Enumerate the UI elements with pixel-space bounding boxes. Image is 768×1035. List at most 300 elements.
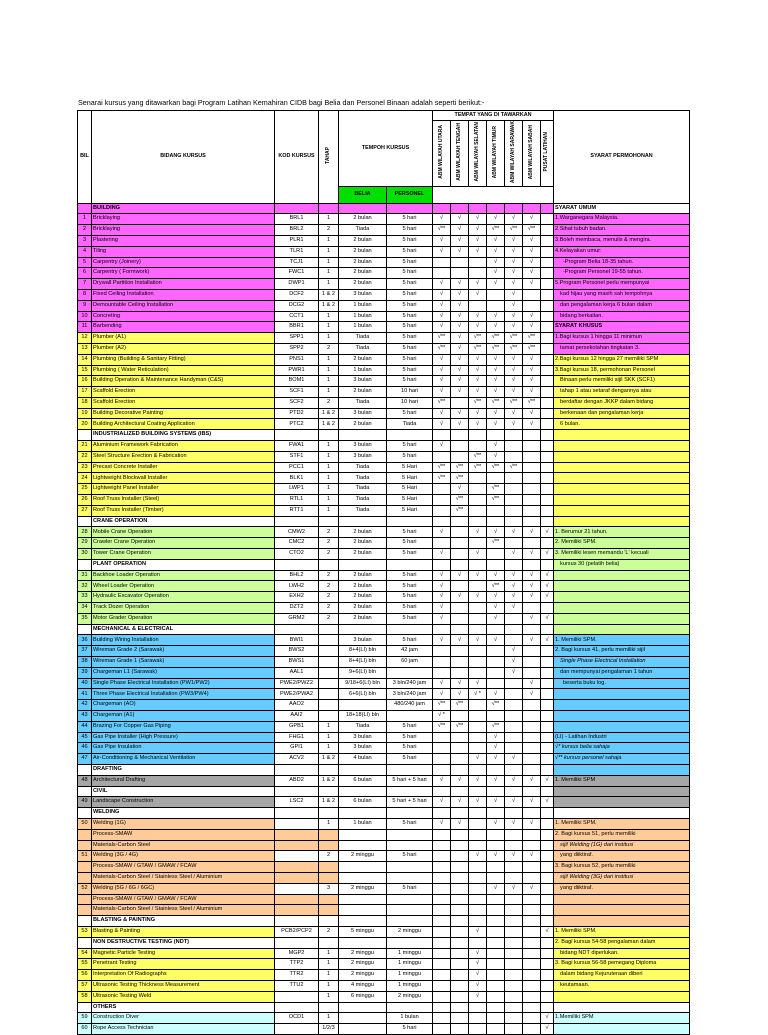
tahap-cell: 1 [319,721,339,732]
course-name: Building Wiring Installation [92,635,275,646]
location-cell [433,840,451,851]
course-name: Scaffold Erection [92,387,275,398]
location-cell [523,1002,541,1013]
location-cell: √ [541,775,554,786]
tahap-cell [319,635,339,646]
location-cell [487,430,505,441]
tahap-cell: 1 [319,959,339,970]
location-cell [451,203,469,214]
location-cell: √ [469,365,487,376]
col-syarat: SYARAT PERMOHONAN [554,111,690,204]
belia-cell: 3 bulan [339,289,387,300]
bil-cell: 49 [78,797,92,808]
location-cell: √ [433,613,451,624]
table-row [78,451,690,462]
tahap-cell [319,689,339,700]
location-cell: √ [505,214,523,225]
belia-cell: Tiada [339,505,387,516]
location-cell [505,732,523,743]
bil-cell: 2 [78,225,92,236]
personel-cell [387,916,433,927]
location-cell [487,1002,505,1013]
table-row [78,376,690,387]
personel-cell [387,872,433,883]
location-cell [487,872,505,883]
personel-cell: 10 hari [387,387,433,398]
location-cell: √ [487,754,505,765]
location-cell [541,764,554,775]
table-body [78,203,690,1034]
belia-cell [339,916,387,927]
location-cell [487,505,505,516]
location-cell [487,808,505,819]
kod-cell [275,916,319,927]
kod-cell: DCG2 [275,300,319,311]
location-cell [451,603,469,614]
location-cell [541,1002,554,1013]
bil-cell [78,937,92,948]
bil-cell: 46 [78,743,92,754]
location-cell [541,354,554,365]
section-title: NON DESTRUCTIVE TESTING (NDT) [92,937,275,948]
location-cell: √ [433,300,451,311]
col-personel: PERSONEL [387,186,433,203]
course-name: Welding (1G) [92,818,275,829]
table-row [78,581,690,592]
belia-cell [339,1002,387,1013]
location-cell [505,516,523,527]
location-cell: √** [469,333,487,344]
belia-cell: 6 bulan [339,775,387,786]
table-row [78,1013,690,1024]
course-name: Construction Diver [92,1013,275,1024]
location-cell [487,516,505,527]
kod-cell [275,991,319,1002]
col-tempat: TEMPAT YANG DI TAWARKAN [433,111,554,121]
course-name: Welding (3G / 4G) [92,851,275,862]
location-cell: √ [469,775,487,786]
location-cell [451,862,469,873]
personel-cell: 5 hari [387,376,433,387]
location-cell: √ [505,754,523,765]
bil-cell [78,1002,92,1013]
personel-cell: 5 hari + 5 hari [387,775,433,786]
location-cell [541,246,554,257]
table-row [78,333,690,344]
location-cell: √ [469,279,487,290]
location-cell: √ [541,926,554,937]
section-title: CRANE OPERATION [92,516,275,527]
bil-cell: 15 [78,365,92,376]
location-cell [541,700,554,711]
personel-cell: 5 hari [387,613,433,624]
location-cell [523,959,541,970]
personel-cell [387,203,433,214]
location-cell [469,1024,487,1035]
location-cell [505,905,523,916]
belia-cell: 1 bulan [339,365,387,376]
tahap-cell: 1 [319,743,339,754]
kod-cell: CMW2 [275,527,319,538]
kod-cell: STF1 [275,451,319,462]
location-cell: √ [505,311,523,322]
location-cell: √ [451,635,469,646]
table-row [78,343,690,354]
tahap-cell: 1 [319,322,339,333]
syarat-cell [554,603,690,614]
location-cell: √ [469,851,487,862]
personel-cell: 2 minggu [387,991,433,1002]
location-cell [469,829,487,840]
location-cell [433,829,451,840]
location-cell [433,538,451,549]
location-cell [523,829,541,840]
location-cell: √** [487,538,505,549]
location-cell [505,764,523,775]
location-cell [541,905,554,916]
location-cell [433,894,451,905]
personel-cell [387,516,433,527]
syarat-cell [554,570,690,581]
location-cell [451,991,469,1002]
kod-cell [275,905,319,916]
table-row [78,646,690,657]
kod-cell [275,1024,319,1035]
location-cell [505,505,523,516]
kod-cell: TLR1 [275,246,319,257]
location-cell: √ [451,387,469,398]
course-name: Three Phase Electrical Installation (PW3/PW4) [92,689,275,700]
tahap-cell: 1 [319,473,339,484]
location-cell [505,689,523,700]
location-cell [541,203,554,214]
location-cell [541,387,554,398]
location-cell: √** [433,343,451,354]
location-cell [505,538,523,549]
location-cell [541,603,554,614]
belia-cell: Tiada [339,333,387,344]
syarat-cell: tamat persekolahan tingkatan 3. [554,343,690,354]
location-cell: √** [433,397,451,408]
location-cell: √ [433,376,451,387]
location-cell [541,678,554,689]
course-subdetail: Process-SMAW / GTAW / GMAW / FCAW [92,894,275,905]
location-cell: √** [451,495,469,506]
location-cell [433,451,451,462]
location-cell [451,451,469,462]
tahap-cell: 1 & 2 [319,289,339,300]
belia-cell: 2 minggu [339,851,387,862]
table-row [78,570,690,581]
syarat-cell [554,624,690,635]
location-cell [433,948,451,959]
location-cell: √** [469,343,487,354]
kod-cell [275,883,319,894]
syarat-cell: 6 bulan. [554,419,690,430]
personel-cell: 5 hari [387,343,433,354]
belia-cell [339,764,387,775]
tahap-cell: 2 [319,851,339,862]
belia-cell: Tiada [339,462,387,473]
location-cell [487,862,505,873]
kod-cell: MGP2 [275,948,319,959]
tahap-cell [319,711,339,722]
location-cell: √ [505,581,523,592]
location-cell: √ [433,797,451,808]
location-cell: √ [451,775,469,786]
location-cell: √** [487,700,505,711]
personel-cell: 5 hari [387,300,433,311]
bil-cell [78,516,92,527]
location-cell [523,754,541,765]
col-tahap: TAHAP [319,111,339,204]
belia-cell: Tiada [339,397,387,408]
kod-cell: DWP1 [275,279,319,290]
belia-cell [339,700,387,711]
course-name: Precast Concrete Installer [92,462,275,473]
syarat-cell: 5.Program Personel perlu mempunyai [554,279,690,290]
location-cell [451,754,469,765]
kod-cell: BLK1 [275,473,319,484]
belia-cell: 6 minggu [339,991,387,1002]
personel-cell [387,894,433,905]
belia-cell: 2 minggu [339,948,387,959]
personel-cell: 5 hari [387,354,433,365]
location-cell [433,516,451,527]
personel-cell: 5 Hari [387,505,433,516]
personel-cell: 5 hari [387,311,433,322]
belia-cell [339,516,387,527]
bil-cell: 45 [78,732,92,743]
location-cell: √ [469,980,487,991]
course-name: Plumber (A2) [92,343,275,354]
table-row [78,743,690,754]
bil-cell: 18 [78,397,92,408]
kod-cell: BRL1 [275,214,319,225]
location-cell [523,970,541,981]
location-cell [523,764,541,775]
syarat-cell [554,916,690,927]
kod-cell: DZT2 [275,603,319,614]
col-belia: BELIA [339,186,387,203]
location-cell [523,441,541,452]
location-cell [541,462,554,473]
location-cell [541,268,554,279]
location-cell [541,376,554,387]
location-cell: √ [487,268,505,279]
location-cell [451,764,469,775]
location-cell: √ [451,484,469,495]
course-name: Steel Structure Erection & Fabrication [92,451,275,462]
table-row [78,689,690,700]
course-name: Landscape Construction [92,797,275,808]
table-row [78,300,690,311]
kod-cell: BWS1 [275,657,319,668]
location-cell: √ [487,246,505,257]
bil-cell: 23 [78,462,92,473]
location-cell [487,926,505,937]
location-cell [433,1013,451,1024]
location-cell [541,646,554,657]
location-cell [469,581,487,592]
bil-cell: 29 [78,538,92,549]
location-cell: √ [505,657,523,668]
location-cell [505,786,523,797]
location-cell [523,711,541,722]
location-cell: √ [469,926,487,937]
belia-cell: 2 bulan [339,419,387,430]
location-cell: √** [487,397,505,408]
location-cell [505,959,523,970]
belia-cell: 2 minggu [339,883,387,894]
belia-cell: 2 bulan [339,268,387,279]
location-cell [451,581,469,592]
col-loc-spacer [433,186,554,203]
location-cell [433,203,451,214]
syarat-cell [554,495,690,506]
location-cell [541,786,554,797]
location-cell [451,1002,469,1013]
location-cell [541,311,554,322]
location-cell [487,829,505,840]
syarat-cell: 3.Bagi kursus 18, permohonan Personel [554,365,690,376]
kod-cell: TTU2 [275,980,319,991]
bil-cell [78,764,92,775]
bil-cell [78,872,92,883]
syarat-cell: (LI) - Latihan Industri [554,732,690,743]
tahap-cell [319,764,339,775]
location-cell: √ [505,818,523,829]
belia-cell [339,840,387,851]
syarat-cell: berdaftar dengan JKKP dalam bidang [554,397,690,408]
kod-cell: ABD2 [275,775,319,786]
personel-cell [387,829,433,840]
location-cell [451,538,469,549]
table-row [78,289,690,300]
location-cell: √ [523,635,541,646]
personel-cell: 5 hari [387,721,433,732]
location-cell [523,646,541,657]
kod-cell: TCJ1 [275,257,319,268]
location-cell [469,840,487,851]
location-cell: √ [451,354,469,365]
bil-cell: 16 [78,376,92,387]
location-cell [541,829,554,840]
course-name: Drywall Partition Installation [92,279,275,290]
location-cell: √ [505,300,523,311]
syarat-cell [554,505,690,516]
section-row [78,916,690,927]
location-cell: √ [523,235,541,246]
syarat-cell [554,473,690,484]
location-cell: √ [523,613,541,624]
personel-cell: 10 hari [387,397,433,408]
col-loc: ABM WILAYAH UTARA [433,121,451,187]
location-cell [451,257,469,268]
location-cell: √ [469,419,487,430]
location-cell [505,991,523,1002]
location-cell [469,1013,487,1024]
personel-cell: 5 hari [387,603,433,614]
location-cell [469,916,487,927]
belia-cell: 2 bulan [339,354,387,365]
location-cell [433,959,451,970]
course-name: Building Architectural Coating Application [92,419,275,430]
kod-cell: LSC2 [275,797,319,808]
location-cell: √ [433,419,451,430]
location-cell: √ [451,289,469,300]
location-cell: √** [523,333,541,344]
kod-cell: GRM2 [275,613,319,624]
location-cell [433,559,451,570]
kod-cell [275,786,319,797]
syarat-cell [554,808,690,819]
table-row [78,397,690,408]
location-cell [433,970,451,981]
bil-cell: 38 [78,657,92,668]
table-row [78,1024,690,1035]
tahap-cell: 1 [319,991,339,1002]
location-cell: √ [505,797,523,808]
personel-cell: 5 hari [387,268,433,279]
location-cell: √ [523,549,541,560]
location-cell [433,1002,451,1013]
location-cell: √ [523,592,541,603]
location-cell [505,624,523,635]
location-cell: √ [469,246,487,257]
belia-cell [339,559,387,570]
location-cell: √ [487,441,505,452]
location-cell [451,786,469,797]
location-cell [469,894,487,905]
syarat-cell [554,786,690,797]
location-cell [469,257,487,268]
location-cell: √ [487,214,505,225]
location-cell [541,732,554,743]
syarat-cell [554,441,690,452]
location-cell [451,646,469,657]
location-cell [505,926,523,937]
location-cell [487,559,505,570]
syarat-cell: keutamaan. [554,980,690,991]
tahap-cell: 1 [319,246,339,257]
location-cell [487,300,505,311]
bil-cell: 4 [78,246,92,257]
tahap-cell: 1 & 2 [319,408,339,419]
location-cell [469,441,487,452]
location-cell [487,1013,505,1024]
location-cell [469,300,487,311]
location-cell: √ [487,408,505,419]
personel-cell: 5 hari [387,581,433,592]
location-cell [451,516,469,527]
location-cell [541,721,554,732]
location-cell: √ [487,387,505,398]
table-row [78,851,690,862]
personel-cell [387,711,433,722]
section-row [78,516,690,527]
section-title: BUILDING [92,203,275,214]
belia-cell [339,937,387,948]
course-name: Plumbing (Building & Sanitary Fitting) [92,354,275,365]
location-cell [469,711,487,722]
location-cell [523,667,541,678]
tahap-cell: 2 [319,343,339,354]
location-cell: √ [469,948,487,959]
location-cell: √ [433,689,451,700]
tahap-cell: 2 [319,538,339,549]
personel-cell: Tiada [387,419,433,430]
